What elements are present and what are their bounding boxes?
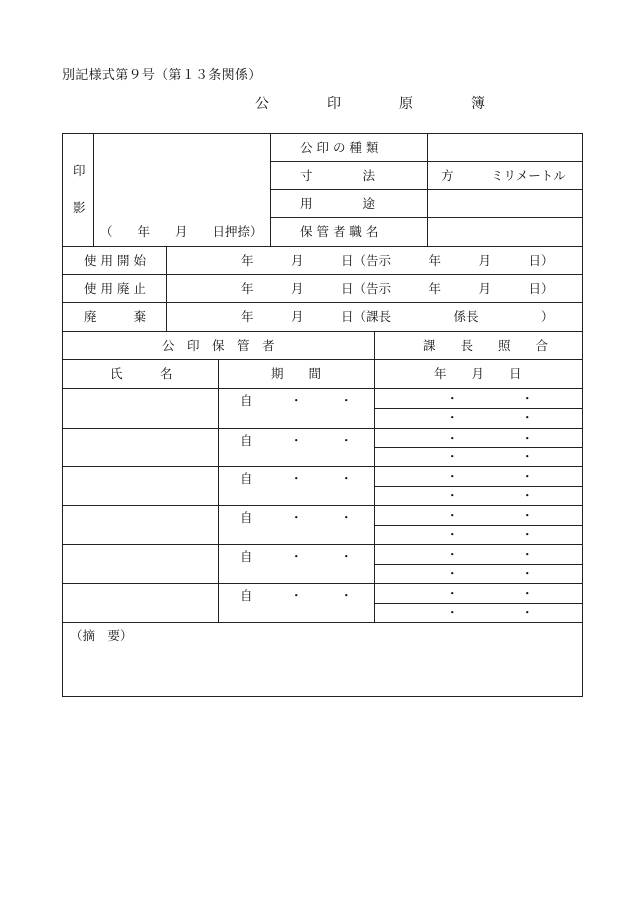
grid-line-v bbox=[270, 133, 271, 247]
grid-line-h bbox=[374, 408, 583, 409]
grid-line-h bbox=[62, 544, 583, 545]
seal-stamp-date: （ 年 月 日押捺） bbox=[100, 224, 263, 239]
date-entry-lower: ・ ・ bbox=[446, 527, 534, 542]
form-title: 別記様式第９号（第１３条関係） bbox=[62, 68, 262, 83]
document-title: 公 印 原 簿 bbox=[255, 96, 507, 112]
date-entry-lower: ・ ・ bbox=[446, 605, 534, 620]
grid-line-v bbox=[374, 331, 375, 623]
date-entry-lower: ・ ・ bbox=[446, 488, 534, 503]
disposal-label: 廃 棄 bbox=[84, 309, 151, 324]
grid-line-h bbox=[62, 622, 583, 623]
grid-line-h bbox=[62, 583, 583, 584]
grid-line-h bbox=[62, 331, 583, 332]
usage-start-value: 年 月 日（告示 年 月 日） bbox=[241, 253, 554, 268]
period-entry: 自 ・ ・ bbox=[240, 549, 353, 564]
grid-line-h bbox=[62, 466, 583, 467]
summary-label: （摘 要） bbox=[70, 628, 133, 643]
usage-start-label: 使用開始 bbox=[84, 253, 151, 268]
grid-line-h bbox=[374, 564, 583, 565]
period-entry: 自 ・ ・ bbox=[240, 510, 353, 525]
date-entry-lower: ・ ・ bbox=[446, 566, 534, 581]
grid-line-h bbox=[270, 161, 583, 162]
grid-line-h bbox=[62, 359, 583, 360]
seal-label-top: 印 bbox=[73, 163, 86, 178]
grid-line-h bbox=[62, 274, 583, 275]
label-seal-kind: 公 印 の 種 類 bbox=[300, 140, 379, 155]
date-entry-upper: ・ ・ bbox=[446, 431, 534, 446]
border-bottom bbox=[62, 696, 583, 697]
date-entry-upper: ・ ・ bbox=[446, 508, 534, 523]
date-entry-upper: ・ ・ bbox=[446, 586, 534, 601]
grid-line-h bbox=[62, 505, 583, 506]
period-entry: 自 ・ ・ bbox=[240, 433, 353, 448]
date-entry-upper: ・ ・ bbox=[446, 547, 534, 562]
disposal-value: 年 月 日（課長 係長 ） bbox=[241, 309, 554, 324]
grid-line-h bbox=[270, 189, 583, 190]
grid-line-h bbox=[62, 246, 583, 247]
grid-line-h bbox=[62, 388, 583, 389]
grid-line-h bbox=[62, 428, 583, 429]
grid-line-h bbox=[62, 302, 583, 303]
grid-line-h bbox=[374, 525, 583, 526]
border-left bbox=[62, 133, 63, 697]
date-entry-upper: ・ ・ bbox=[446, 469, 534, 484]
column-period: 期 間 bbox=[271, 366, 322, 381]
seal-size-value: 方 ミリメートル bbox=[441, 168, 566, 183]
grid-line-v bbox=[427, 133, 428, 247]
column-date: 年 月 日 bbox=[434, 366, 522, 381]
label-seal-size: 寸 法 bbox=[300, 168, 376, 183]
label-custodian-title: 保 管 者 職 名 bbox=[300, 224, 379, 239]
usage-end-value: 年 月 日（告示 年 月 日） bbox=[241, 281, 554, 296]
grid-line-h bbox=[374, 486, 583, 487]
period-entry: 自 ・ ・ bbox=[240, 471, 353, 486]
custodian-header: 公 印 保 管 者 bbox=[162, 338, 275, 353]
date-entry-lower: ・ ・ bbox=[446, 410, 534, 425]
grid-line-v bbox=[93, 133, 94, 247]
seal-label-bottom: 影 bbox=[73, 200, 86, 215]
label-seal-purpose: 用 途 bbox=[300, 196, 376, 211]
column-name: 氏 名 bbox=[110, 366, 173, 381]
grid-line-h bbox=[374, 447, 583, 448]
grid-line-v bbox=[166, 246, 167, 332]
border-top bbox=[62, 133, 583, 134]
date-entry-lower: ・ ・ bbox=[446, 449, 534, 464]
grid-line-h bbox=[270, 217, 583, 218]
period-entry: 自 ・ ・ bbox=[240, 393, 353, 408]
chief-check-header: 課 長 照 合 bbox=[423, 338, 549, 353]
grid-line-h bbox=[374, 603, 583, 604]
date-entry-upper: ・ ・ bbox=[446, 391, 534, 406]
period-entry: 自 ・ ・ bbox=[240, 588, 353, 603]
usage-end-label: 使用廃止 bbox=[84, 281, 151, 296]
